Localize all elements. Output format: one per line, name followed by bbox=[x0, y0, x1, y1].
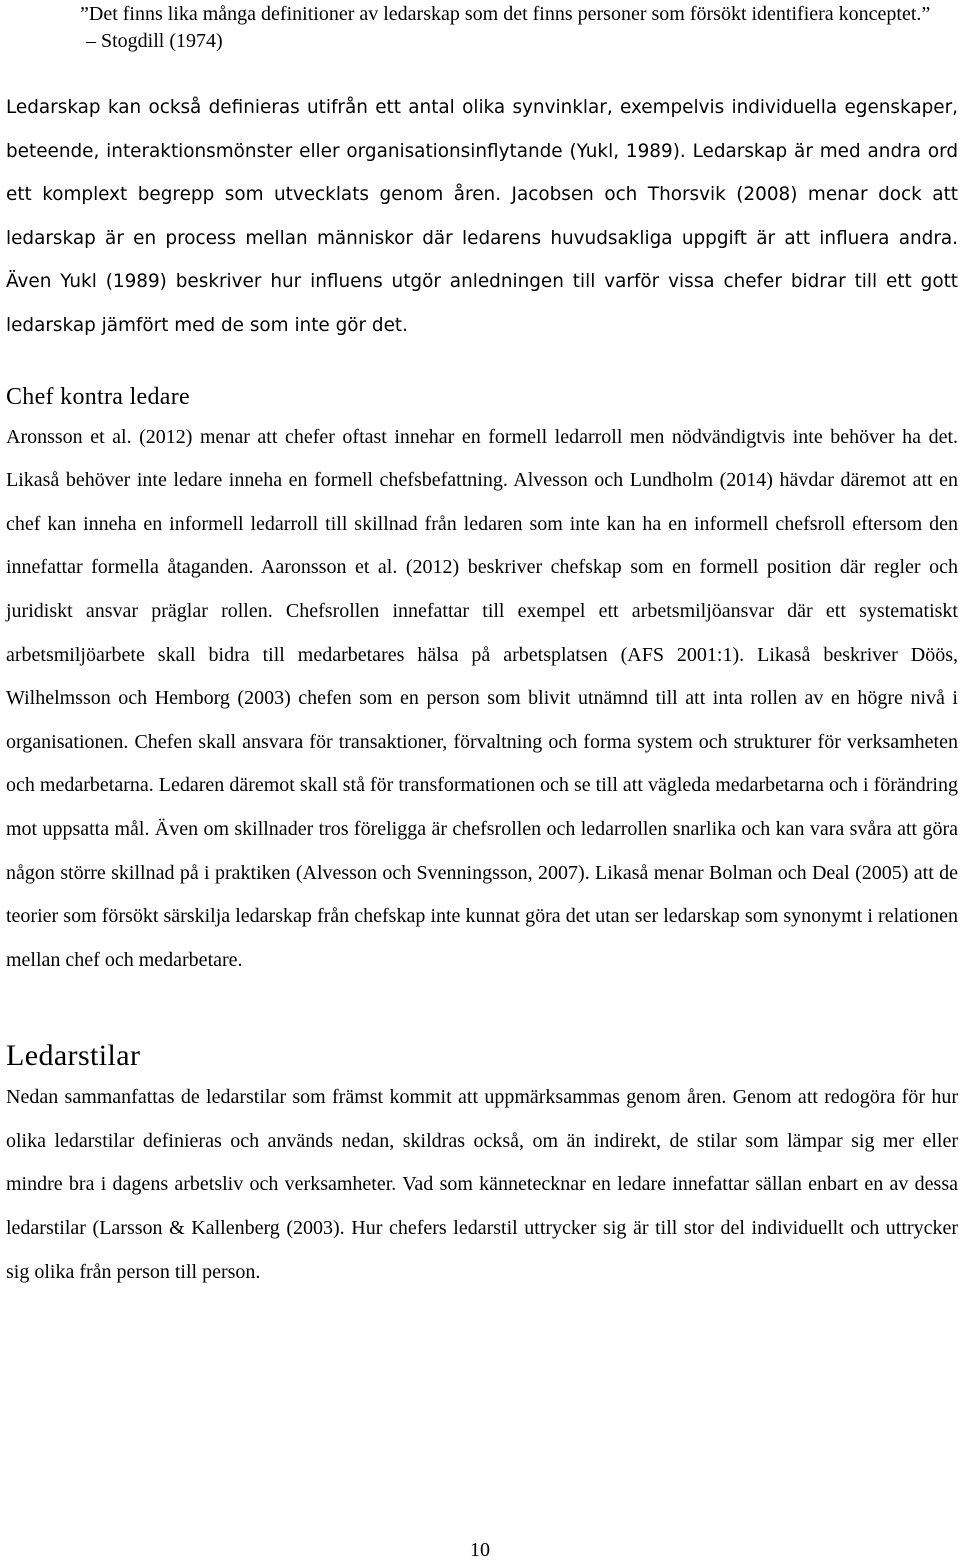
heading-ledarstilar: Ledarstilar bbox=[6, 1039, 141, 1073]
document-page bbox=[6, 0, 958, 1564]
epigraph-quote bbox=[6, 0, 958, 53]
quote-text: ”Det finns lika många definitioner av ledarskap som det finns personer som försökt identifiera konceptet.” bbox=[80, 3, 931, 25]
heading-chef-kontra-ledare: Chef kontra ledare bbox=[6, 383, 190, 410]
paragraph-leadership-definition bbox=[6, 86, 958, 348]
paragraph-chef-kontra-ledare: Aronsson et al. (2012) menar att chefer oftast innehar en formell ledarroll men nödvändigtvis inte behöver ha det. Likaså behöver inte ledare inneha en formell chefsbefattning. Alvesson och Lundholm (2014) hävdar däremot att en chef kan inneha en informell ledarroll till skillnad från ledaren som inte kan ha en informell chefsroll eftersom den innefattar formella åtaganden. Aaronsson et al. (2012) beskriver chefskap som en formell position där regler och juridiskt ansvar präglar rollen. Chefsrollen innefattar till exempel ett arbetsmiljöansvar där ett systematiskt arbetsmiljöarbete skall bidra till medarbetares hälsa på arbetsplatsen (AFS 2001:1). Likaså beskriver Döös, Wilhelmsson och Hemborg (2003) chefen som en person som blivit utnämnd till att inta rollen av en högre nivå i organisationen. Chefen skall ansvara för transaktioner, förvaltning och forma system och strukturer för verksamheten och medarbetarna. Ledaren däremot skall stå för transformationen och se till att vägleda medarbetarna och i förändring mot uppsatta mål. Även om skillnader tros föreligga är chefsrollen och ledarrollen snarlika och kan vara svåra att göra någon större skillnad på i praktiken (Alvesson och Svenningsson, 2007). Likaså menar Bolman och Deal (2005) att de teorier som försökt särskilja ledarskap från chefskap inte kunnat göra det utan ser ledarskap som synonymt i relationen mellan chef och medarbetare. bbox=[6, 425, 958, 971]
page-number: 10 bbox=[470, 1539, 490, 1561]
quote-attribution: – Stogdill (1974) bbox=[86, 30, 223, 52]
paragraph-text: Ledarskap kan också definieras utifrån ett antal olika synvinklar, exempelvis individuella egenskaper, beteende, interaktionsmönster eller organisationsinflytande (Yukl, 1989). Ledarskap är med andra ord ett komplext begrepp som utvecklats genom åren. Jacobsen och Thorsvik (2008) menar dock att ledarskap är en process mellan människor där ledarens huvudsakliga uppgift är att influera andra. Även Yukl (1989) beskriver hur influens utgör anledningen till varför vissa chefer bidrar till ett gott ledarskap jämfört med de som inte gör det. bbox=[6, 97, 958, 336]
paragraph-ledarstilar: Nedan sammanfattas de ledarstilar som främst kommit att uppmärksammas genom åren. Genom att redogöra för hur olika ledarstilar definieras och används nedan, skildras också, om än indirekt, de stilar som lämpar sig mer eller mindre bra i dagens arbetsliv och verksamheter. Vad som kännetecknar en ledare innefattar sällan enbart en av dessa ledarstilar (Larsson & Kallenberg (2003). Hur chefers ledarstil uttrycker sig är till stor del individuellt och uttrycker sig olika från person till person. bbox=[6, 1086, 958, 1283]
